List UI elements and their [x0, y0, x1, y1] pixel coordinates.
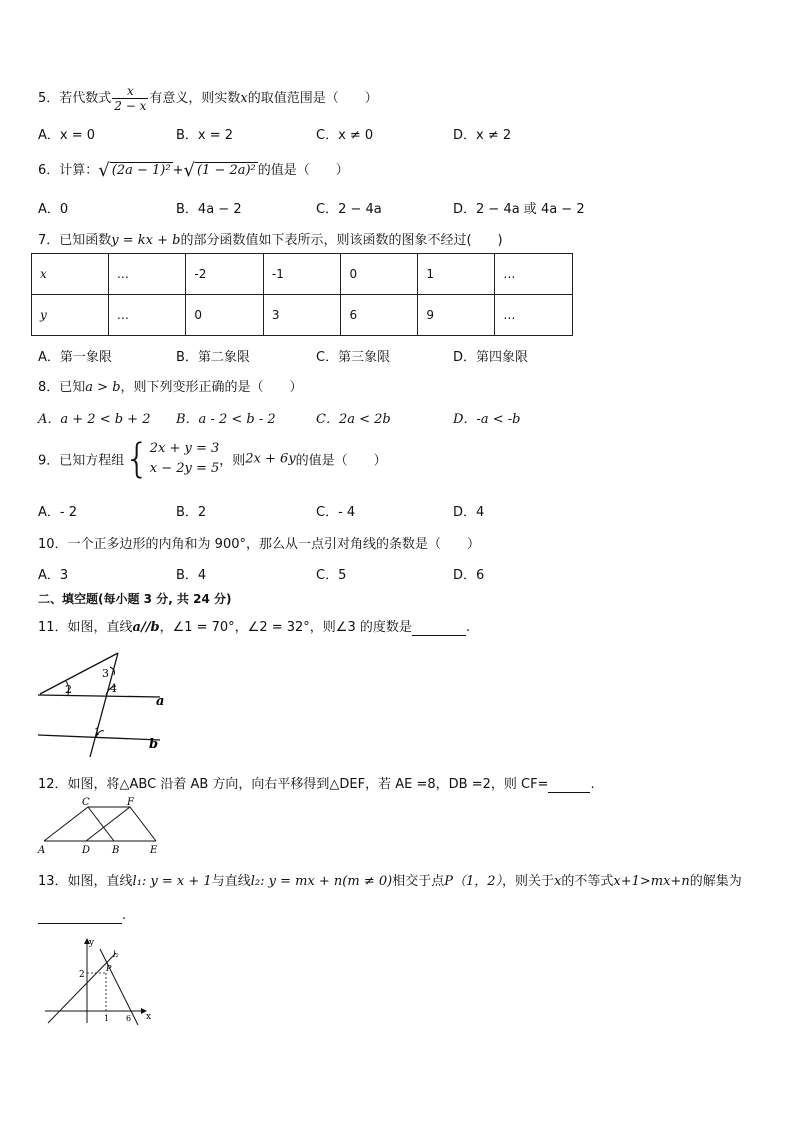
- question-11: 11．如图，直线a//b，∠1 = 70°，∠2 = 32°，则∠3 的度数是 .: [38, 620, 471, 635]
- segment-df: [86, 807, 130, 841]
- q6-options: [38, 198, 738, 216]
- label-1: 1: [104, 1014, 110, 1023]
- section-2-title: 二、填空题(每小题 3 分, 共 24 分): [38, 592, 232, 606]
- q7-value-table: [31, 253, 573, 336]
- q9-option-b[interactable]: B．2: [176, 505, 207, 520]
- label-6: 6: [126, 1014, 132, 1023]
- q6-option-c[interactable]: C．2 − 4a: [316, 202, 382, 217]
- label-angle-2: 2: [65, 683, 72, 696]
- label-line-a: a: [156, 694, 165, 709]
- q8-options: [38, 408, 738, 426]
- q5-options: [38, 124, 738, 142]
- label-angle-1: 1: [94, 727, 101, 738]
- sqrt-icon: √: [98, 160, 110, 181]
- q9-option-d[interactable]: D．4: [453, 505, 485, 520]
- q9-options: [38, 501, 738, 519]
- segment-ac: [44, 807, 88, 841]
- q6-option-a[interactable]: A．0: [38, 202, 69, 217]
- label-x: x: [146, 1012, 152, 1022]
- label-F: F: [127, 797, 134, 808]
- question-13: 13．如图，直线l₁: y = x + 1与直线l₂: y = mx + n(m ≠ 0)相交于点P（1，2），则关于x的不等式x+1>mx+n的解集为: [38, 874, 742, 889]
- sqrt-icon: √: [183, 160, 195, 181]
- q13-figure: [40, 935, 155, 1027]
- q5-number: 5．若代数式: [38, 91, 112, 106]
- q8-option-c[interactable]: C．2a < 2b: [316, 412, 391, 427]
- q7-option-a[interactable]: A．第一象限: [38, 350, 112, 365]
- q11-answer-blank[interactable]: [412, 620, 466, 636]
- q7-option-b[interactable]: B．第二象限: [176, 350, 250, 365]
- label-l2: l₂: [113, 950, 119, 959]
- label-P: P: [106, 964, 112, 973]
- q8-option-b[interactable]: B．a - 2 < b - 2: [176, 412, 276, 427]
- q5-option-d[interactable]: D．x ≠ 2: [453, 128, 512, 143]
- label-D: D: [82, 845, 91, 856]
- q8-option-a[interactable]: A．a + 2 < b + 2: [38, 412, 151, 427]
- label-E: E: [150, 845, 158, 856]
- q13-answer-blank[interactable]: [38, 908, 122, 924]
- question-5: 5．若代数式 $\frac{x}{2 - x}$ 有意义，则实数x的取值范围是（ ）: [38, 84, 378, 113]
- label-angle-3: 3: [102, 667, 109, 680]
- q9-option-a[interactable]: A．- 2: [38, 505, 77, 520]
- q7-option-d[interactable]: D．第四象限: [453, 350, 529, 365]
- table-row: x … -2 -1 0 1 …: [32, 254, 573, 295]
- label-B: B: [112, 845, 120, 856]
- q12-figure: [32, 795, 167, 857]
- segment-fe: [130, 807, 156, 841]
- q6-option-d[interactable]: D．2 − 4a 或 4a − 2: [453, 202, 585, 217]
- q5-option-c[interactable]: C．x ≠ 0: [316, 128, 374, 143]
- q13-answer-line: .: [38, 908, 126, 924]
- label-line-b: b: [149, 737, 159, 752]
- line-a: [38, 695, 160, 697]
- q10-option-d[interactable]: D．6: [453, 568, 485, 583]
- q10-options: [38, 564, 738, 582]
- table-row: y … 0 3 6 9 …: [32, 295, 573, 336]
- label-2: 2: [79, 970, 85, 980]
- q11-figure: [30, 645, 175, 760]
- question-6: 6．计算：√ (2a − 1)² +√ (1 − 2a)² 的值是（ ）: [38, 160, 349, 181]
- label-angle-4: 4: [110, 682, 117, 695]
- q10-option-c[interactable]: C．5: [316, 568, 347, 583]
- equation-system: 2x + y = 3 x − 2y = 5: [149, 441, 220, 476]
- label-A: A: [38, 845, 46, 856]
- brace-icon: {: [124, 436, 150, 482]
- q7-options: [38, 346, 738, 364]
- q7-option-c[interactable]: C．第三象限: [316, 350, 391, 365]
- question-7: 7．已知函数y = kx + b的部分函数值如下表所示，则该函数的图象不经过( ): [38, 233, 503, 248]
- question-8: 8．已知a > b，则下列变形正确的是（ ）: [38, 380, 303, 395]
- question-9: 9．已知方程组{ 2x + y = 3 x − 2y = 5 ，则2x + 6y的值是（ ）: [38, 436, 387, 482]
- question-12: 12．如图，将△ABC 沿着 AB 方向，向右平移得到△DEF，若 AE =8，DB =2，则 CF= .: [38, 777, 595, 792]
- q6-option-b[interactable]: B．4a − 2: [176, 202, 242, 217]
- q5-fraction: $\frac{x}{2 - x}$: [114, 84, 147, 113]
- q12-answer-blank[interactable]: [548, 777, 590, 793]
- q5-option-b[interactable]: B．x = 2: [176, 128, 234, 143]
- q8-option-d[interactable]: D．-a < -b: [453, 412, 521, 427]
- q10-option-a[interactable]: A．3: [38, 568, 69, 583]
- q10-option-b[interactable]: B．4: [176, 568, 207, 583]
- label-C: C: [82, 797, 90, 808]
- q5-option-a[interactable]: A．x = 0: [38, 128, 96, 143]
- label-y: y: [89, 938, 95, 948]
- q9-option-c[interactable]: C．- 4: [316, 505, 356, 520]
- question-10: 10．一个正多边形的内角和为 900°，那么从一点引对角线的条数是（ ）: [38, 537, 480, 552]
